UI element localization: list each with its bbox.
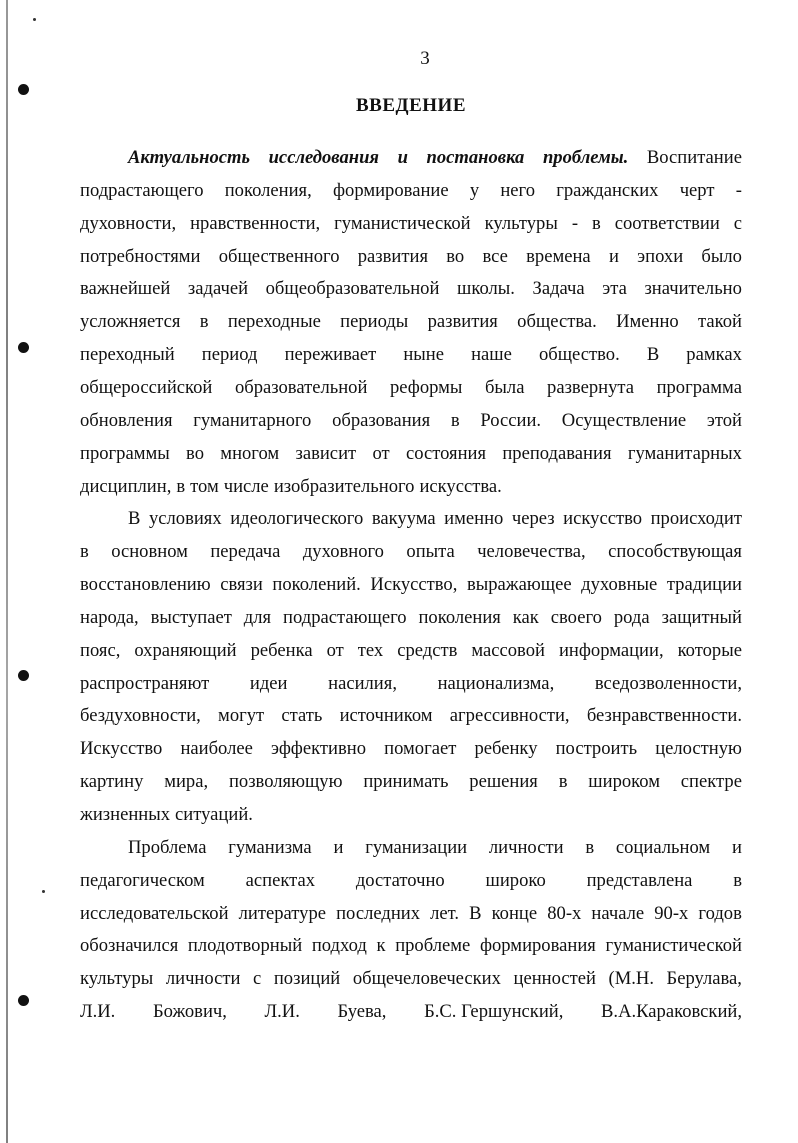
word: гуманизации [365,836,468,858]
text-line [128,831,742,864]
word: представлена [586,869,693,891]
word: Буева, [337,1001,387,1023]
word: исследовательской [80,902,229,924]
word: гуманистической [605,935,742,957]
text-line [80,305,742,338]
word: лет. [430,902,460,924]
text-line [80,207,742,240]
word: все [482,245,508,267]
word: с [733,212,742,234]
word: Воспитание [646,147,742,168]
word: Актуальность [128,147,251,168]
word: - [571,212,579,234]
word: у [469,179,480,201]
text-line [80,470,742,503]
word: общеобразовательной [265,278,440,300]
word: к [376,935,386,957]
word: которые [677,639,742,661]
word: подход [311,935,367,957]
word: охраняющий [134,639,237,661]
word: в [585,836,595,858]
word: эффективно [271,738,367,760]
word: этой [706,409,742,431]
word: позиций [273,968,341,990]
word: восстановлению [80,574,211,596]
word: поколения [418,606,501,628]
scan-left-edge [6,0,8,1143]
word: в [733,869,742,891]
section-heading: ВВЕДЕНИЕ [356,95,466,116]
word: духовные [581,574,658,596]
word: пояс, [80,639,121,661]
word: зависит [295,442,357,464]
word: ныне [403,344,445,366]
text-line [80,765,742,798]
word: Л.И. [80,1001,116,1023]
word: конце [491,902,538,924]
text-line [80,667,742,700]
word: В [469,902,482,924]
word: рода [613,606,650,628]
word: Б.С. Гершунский, [424,1001,564,1023]
word: образовательной [234,376,368,398]
word: личности [165,968,241,990]
word: безнравственности. [586,705,742,727]
word: такой [698,311,742,333]
word: построить [555,738,638,760]
word: культуры [80,968,154,990]
word: преподавания [502,442,612,464]
text-line [80,699,742,732]
text-line [80,437,742,470]
word: развития [357,245,429,267]
word: В [128,508,141,530]
text-line [80,864,742,897]
word: вседозволенности, [594,672,742,694]
word: традиции [666,574,742,596]
word: переходные [227,311,321,333]
text-line [80,535,742,568]
text-line [80,798,742,831]
word: В.А.Караковский, [601,1001,742,1023]
word: в [558,771,568,793]
word: ситуаций. [175,804,253,825]
word: школы. [457,278,515,300]
word: от [372,442,390,464]
word: эта [602,278,627,300]
punch-hole-mark [18,670,29,681]
word: информации, [558,639,664,661]
word: образования [332,409,431,431]
word: числе [223,475,269,497]
word: гуманистической [334,212,471,234]
word: общественного [218,245,340,267]
page-number: 3 [420,48,430,69]
word: условиях [148,508,222,530]
word: выражающее [466,574,572,596]
word: ценностей [513,968,596,990]
word: идеологического [230,508,364,530]
word: и [608,245,619,267]
word: связи [220,574,263,596]
word: годов [698,902,742,924]
word: национализма, [437,672,555,694]
word: Л.И. [264,1001,300,1023]
word: переходный [80,344,175,366]
word: том [190,475,219,497]
word: нравственности, [190,212,321,234]
text-line [80,371,742,404]
text-line [80,272,742,305]
word: для [243,606,272,628]
word: Задача [532,278,585,300]
word: выступает [150,606,232,628]
text-line [80,962,742,995]
word: переживает [284,344,377,366]
word: широко [485,869,546,891]
word: идеи [249,672,288,694]
word: культуры [484,212,558,234]
word: Проблема [128,836,207,858]
word: наиболее [180,738,253,760]
word: плодотворный [187,935,303,957]
word: общероссийской [80,376,213,398]
word: (М.Н. [608,968,654,990]
scan-speck [33,18,36,21]
word: искусства. [419,475,502,497]
word: опыта [406,541,455,563]
word: гуманитарного [193,409,312,431]
text-line [80,240,742,273]
word: начале [591,902,645,924]
word: в [591,212,601,234]
word: общество. [538,344,620,366]
word: агрессивности, [449,705,570,727]
word: защитный [661,606,742,628]
word: с [253,968,262,990]
word: гуманитарных [627,442,742,464]
word: стать [281,705,323,727]
word: времена [526,245,591,267]
word: средств [397,639,458,661]
word: в [80,541,89,563]
word: именно [444,508,504,530]
word: помогает [384,738,457,760]
text-line [80,732,742,765]
word: формирования [479,935,596,957]
word: личности [488,836,564,858]
word: последних [336,902,421,924]
word: тех [357,639,384,661]
text-line [80,634,742,667]
punch-hole-mark [18,995,29,1006]
word: жизненных [80,804,171,825]
word: формирование [332,179,449,201]
word: могут [218,705,265,727]
word: рамках [686,344,742,366]
word: Искусство [80,738,163,760]
word: массовой [471,639,545,661]
word: народа, [80,606,139,628]
word: многом [220,442,280,464]
text-line [80,601,742,634]
word: развернута [547,376,634,398]
word: общества. [517,311,597,333]
word: - [735,179,742,201]
word: поколений. [272,574,361,596]
word: развития [427,311,498,333]
word: Берулава, [666,968,742,990]
word: аспектах [245,869,316,891]
word: целостную [655,738,742,760]
word: постановка [426,147,525,168]
word: него [500,179,536,201]
word: ребенка [250,639,313,661]
word: спектре [680,771,742,793]
word: и [333,836,344,858]
word: позволяющую [228,771,343,793]
word: достаточно [355,869,445,891]
word: общечеловеческих [352,968,501,990]
word: значительно [644,278,742,300]
word: потребностями [80,245,201,267]
word: Осуществление [561,409,687,431]
word: основном [111,541,188,563]
word: источником [339,705,433,727]
word: 90-х [654,902,689,924]
word: проблемы. [542,147,629,168]
word: распространяют [80,672,210,694]
word: насилия, [328,672,397,694]
text-line [80,897,742,930]
word: духовного [302,541,384,563]
text-line [80,929,742,962]
word: гражданских [556,179,659,201]
word: человечества, [477,541,586,563]
word: было [701,245,742,267]
punch-hole-mark [18,84,29,95]
word: принимать [363,771,449,793]
word: период [201,344,258,366]
word: происходит [650,508,742,530]
word: России. [480,409,542,431]
word: В [646,344,660,366]
text-line [80,995,742,1028]
word: Именно [616,311,679,333]
word: задачей [187,278,249,300]
word: поколения, [224,179,312,201]
word: проблеме [395,935,471,957]
word: обозначился [80,935,179,957]
word: исследования [268,147,380,168]
word: и [731,836,742,858]
word: вакуума [371,508,436,530]
word: периоды [340,311,409,333]
scan-speck [42,890,45,893]
word: и [397,147,408,168]
text-line [128,502,742,535]
word: как [512,606,539,628]
word: изобразительного [273,475,415,497]
word: социальном [615,836,711,858]
word: гуманизма [228,836,312,858]
word: мира, [164,771,209,793]
word: обновления [80,409,173,431]
word: программы [80,442,170,464]
text-line [80,404,742,437]
word: во [446,245,465,267]
word: эпохи [637,245,684,267]
word: Божович, [152,1001,227,1023]
text-line [128,141,742,174]
word: состояния [405,442,487,464]
word: бездуховности, [80,705,201,727]
word: программа [656,376,742,398]
punch-hole-mark [18,342,29,353]
word: была [484,376,525,398]
word: от [326,639,344,661]
word: в [450,409,460,431]
word: важнейшей [80,278,171,300]
word: в [199,311,209,333]
word: педагогическом [80,869,205,891]
word: способствующая [608,541,742,563]
word: духовности, [80,212,177,234]
word: искусство [563,508,643,530]
word: широком [588,771,660,793]
word: в [176,475,186,497]
text-line [80,568,742,601]
word: наше [471,344,512,366]
word: подрастающего [80,179,204,201]
word: подрастающего [283,606,407,628]
word: литературе [238,902,327,924]
text-line [80,338,742,371]
word: Искусство, [370,574,458,596]
word: 80-х [547,902,582,924]
word: соответствии [614,212,720,234]
word: картину [80,771,144,793]
word: решения [469,771,538,793]
word: дисциплин, [80,475,172,497]
word: реформы [390,376,463,398]
word: во [186,442,204,464]
word: черт [679,179,715,201]
word: передача [210,541,281,563]
word: через [511,508,555,530]
text-line [80,174,742,207]
word: ребенку [474,738,538,760]
word: своего [550,606,602,628]
word: усложняется [80,311,181,333]
